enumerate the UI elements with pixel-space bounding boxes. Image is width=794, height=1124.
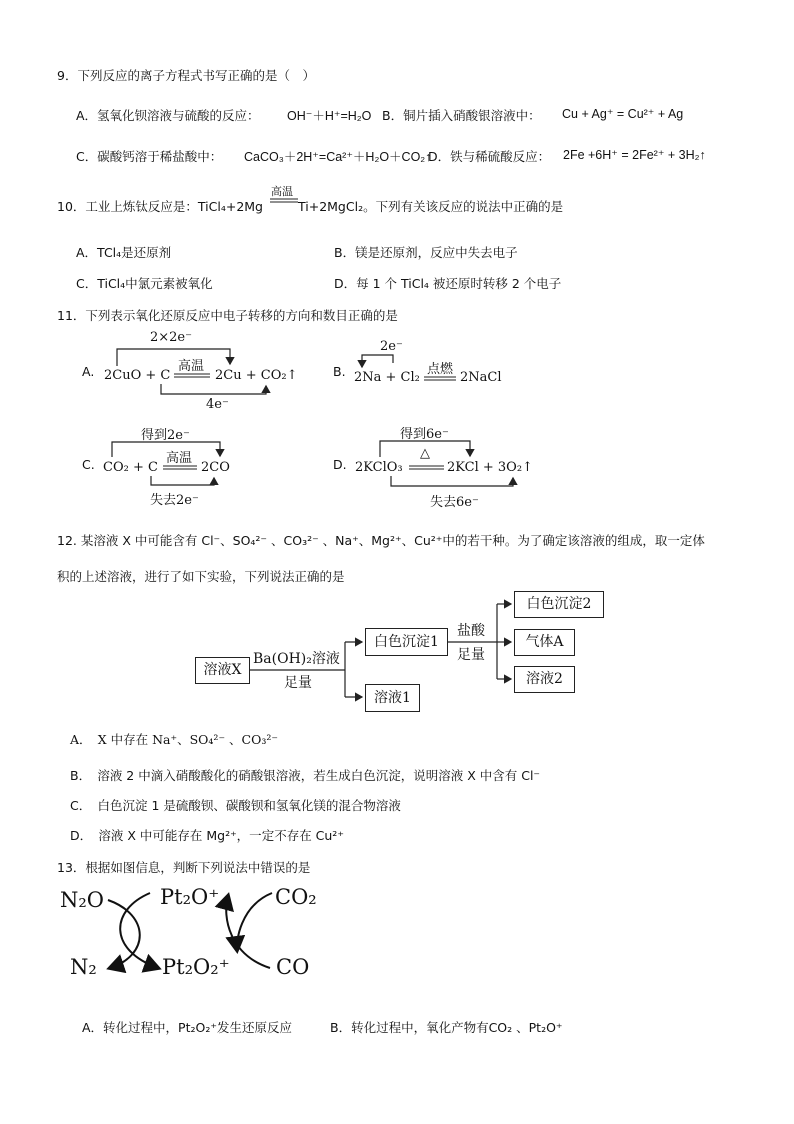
q10-stem-start: 10．工业上炼钛反应是：TiCl₄+2Mg (57, 199, 263, 214)
q11-d-top-electrons: 得到6e⁻ (400, 427, 449, 442)
q12-option-d: D． 溶液 X 中可能存在 Mg²⁺，一定不存在 Cu²⁺ (70, 828, 344, 843)
q9-option-c-equation: CaCO₃＋2H⁺=Ca²⁺＋H₂O＋CO₂↑ (244, 150, 432, 164)
q13-n2o: N₂O (60, 888, 105, 912)
flow-box-white-precipitate-1: 白色沉淀1 (365, 628, 448, 656)
q9-option-a-equation: OH⁻＋H⁺=H₂O (287, 109, 372, 123)
q9-option-d-label: D．铁与稀硫酸反应： (428, 149, 551, 164)
q11-b-reactants: 2Na + Cl₂ (354, 370, 420, 385)
q10-option-a: A．TCl₄是还原剂 (76, 245, 172, 260)
flow-reagent-hcl-amount: 足量 (457, 647, 485, 663)
q10-stem-end: Ti+2MgCl₂。下列有关该反应的说法中正确的是 (298, 199, 564, 214)
flow-reagent-baoh2: Ba(OH)₂溶液 (253, 651, 340, 667)
flow-box-solution-2: 溶液2 (514, 666, 575, 693)
q13-option-a: A．转化过程中，Pt₂O₂⁺发生还原反应 (82, 1020, 292, 1035)
q11-a-reactants: 2CuO + C (104, 368, 171, 383)
flow-box-white-precipitate-2: 白色沉淀2 (514, 591, 604, 618)
q11-option-c-label: C. (82, 457, 95, 472)
q11-c-reactants: CO₂ + C (103, 460, 158, 475)
q11-a-top-electrons: 2×2e⁻ (150, 330, 192, 345)
q11-c-bottom-electrons: 失去2e⁻ (150, 493, 199, 508)
q9-option-b-label: B．铜片插入硝酸银溶液中： (382, 108, 541, 123)
q11-c-top-electrons: 得到2e⁻ (141, 428, 190, 443)
q9-option-a-label: A．氢氧化钡溶液与硫酸的反应： (76, 108, 260, 123)
q9-option-b-equation: Cu + Ag⁺ = Cu²⁺ + Ag (562, 107, 684, 121)
q12-stem-line2: 积的上述溶液，进行了如下实验，下列说法正确的是 (57, 569, 345, 584)
q12-option-a: A． X 中存在 Na⁺、SO₄²⁻ 、CO₃²⁻ (70, 732, 278, 747)
flow-box-solution-x: 溶液X (195, 657, 250, 684)
q11-d-condition: △ (420, 446, 430, 461)
q11-option-d-label: D. (333, 457, 347, 472)
q11-option-b-label: B. (333, 364, 346, 379)
q9-stem: 9．下列反应的离子方程式书写正确的是（ ） (57, 68, 315, 83)
q11-a-bottom-electrons: 4e⁻ (206, 397, 229, 412)
q11-d-bottom-electrons: 失去6e⁻ (430, 495, 479, 510)
q13-n2: N₂ (70, 955, 97, 979)
q11-c-condition: 高温 (166, 451, 193, 466)
q10-option-d: D．每 1 个 TiCl₄ 被还原时转移 2 个电子 (334, 276, 562, 291)
q13-pt2o2-plus: Pt₂O₂⁺ (162, 955, 230, 979)
q11-d-reactants: 2KClO₃ (355, 460, 403, 475)
q13-co: CO (276, 955, 310, 979)
q10-option-b: B．镁是还原剂，反应中失去电子 (334, 245, 518, 260)
flow-box-gas-a: 气体A (514, 629, 575, 656)
q11-stem: 11．下列表示氧化还原反应中电子转移的方向和数目正确的是 (57, 308, 398, 323)
q12-option-b: B． 溶液 2 中滴入硝酸酸化的硝酸银溶液，若生成白色沉淀，说明溶液 X 中含有 Cl⁻ (70, 768, 541, 783)
flow-reagent-hcl: 盐酸 (457, 623, 485, 639)
q9-option-d-equation: 2Fe +6H⁺ = 2Fe²⁺ + 3H₂↑ (563, 148, 706, 162)
q12-option-c: C． 白色沉淀 1 是硫酸钡、碳酸钡和氢氧化镁的混合物溶液 (70, 798, 401, 813)
q11-a-condition: 高温 (178, 359, 205, 374)
q13-option-b: B．转化过程中，氧化产物有CO₂ 、Pt₂O⁺ (330, 1020, 563, 1035)
q10-option-c: C．TiCl₄中氯元素被氧化 (76, 276, 213, 291)
flow-reagent-baoh2-amount: 足量 (284, 675, 312, 691)
q11-b-products: 2NaCl (460, 370, 502, 385)
q10-condition: 高温 (271, 185, 293, 198)
q13-pt2o-plus: Pt₂O⁺ (160, 885, 220, 909)
q11-b-condition: 点燃 (427, 362, 454, 377)
q11-d-products: 2KCl + 3O₂↑ (447, 460, 533, 475)
q11-b-top-electrons: 2e⁻ (380, 339, 403, 354)
q11-c-products: 2CO (201, 460, 230, 475)
flow-box-solution-1: 溶液1 (365, 684, 420, 712)
q9-option-c-label: C．碳酸钙溶于稀盐酸中： (76, 149, 223, 164)
q13-stem: 13．根据如图信息，判断下列说法中错误的是 (57, 860, 311, 875)
q11-option-a-label: A. (82, 364, 95, 379)
q11-a-products: 2Cu + CO₂↑ (215, 368, 298, 383)
q13-co2: CO₂ (275, 885, 317, 909)
q12-stem-line1: 12. 某溶液 X 中可能含有 Cl⁻、SO₄²⁻ 、CO₃²⁻ 、Na⁺、Mg²⁺、Cu²⁺中的若干种。为了确定该溶液的组成，取一定体 (57, 533, 705, 548)
